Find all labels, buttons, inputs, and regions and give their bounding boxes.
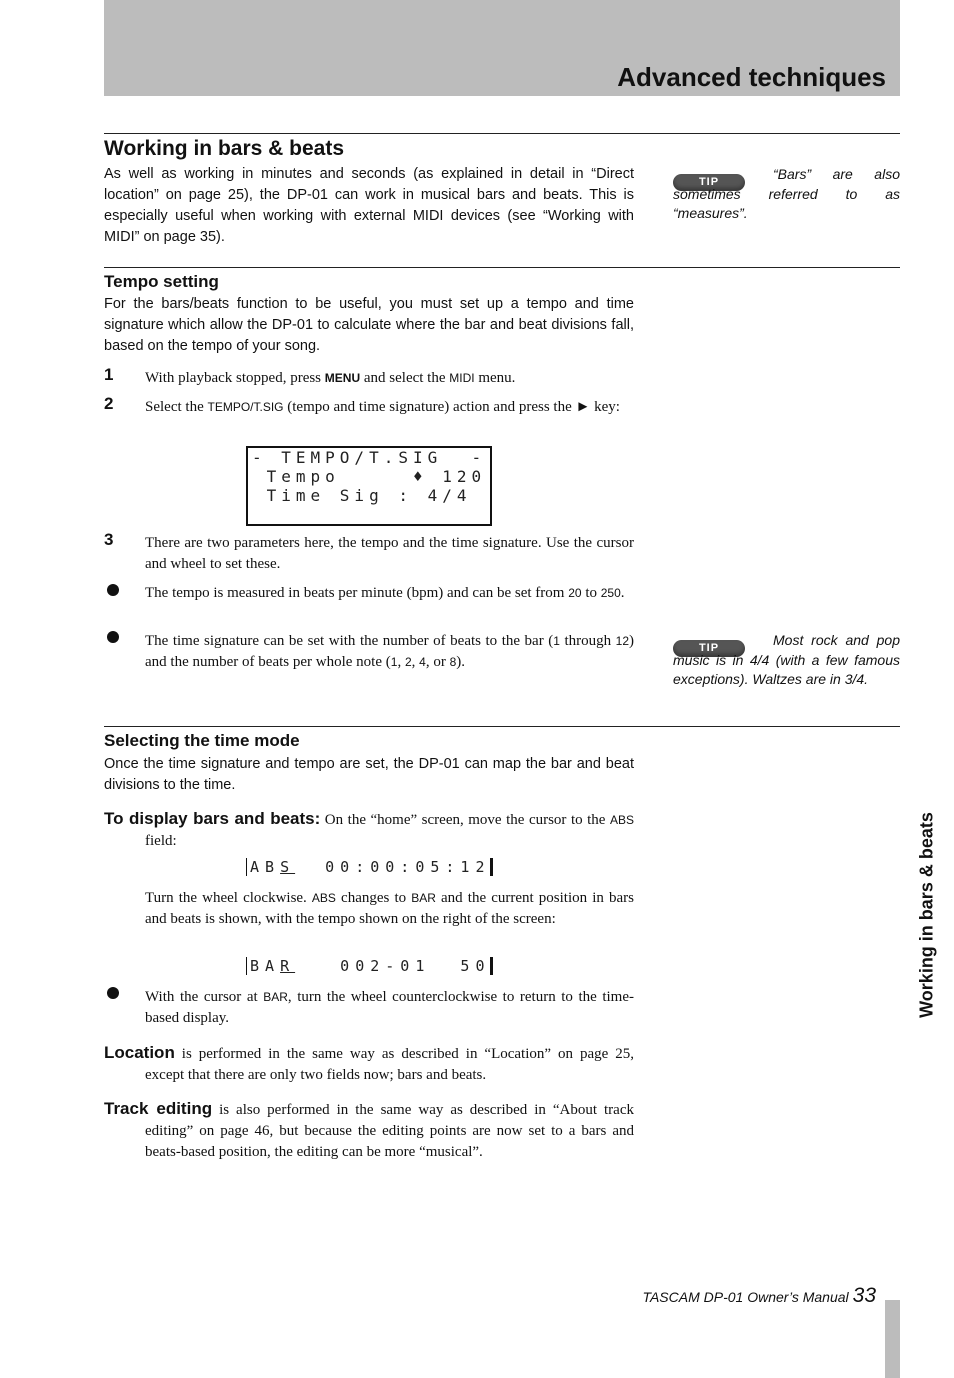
step-text: With playback stopped, press MENU and select the MIDI menu. [145,370,516,386]
midi-menu-label: MIDI [449,371,475,385]
lcd-line: Tempo ♦ 120 [252,467,487,486]
menu-key-label: MENU [324,371,361,385]
subsection-heading: Selecting the time mode [104,731,300,750]
runin-heading: To display bars and beats: [104,809,321,828]
step-text: Select the TEMPO/T.SIG (tempo and time signature) action and press the ► key: [145,399,620,415]
bullet-item: The tempo is measured in beats per minute (bpm) and can be set from 20 to 250. [145,585,625,601]
footer [642,1284,876,1308]
step-number: 3 [104,530,114,549]
side-tab: Working in bars & beats [916,812,937,1018]
footer-text: TASCAM DP-01 Owner’s Manual [642,1289,849,1305]
subsection-heading: Tempo setting [104,272,219,291]
bullet-item: With the cursor at BAR, turn the wheel counterclockwise to return to the time-based display. [145,989,635,1026]
tip-badge: TIP [673,174,745,191]
lcd-abs-display: ABS 00:00:05:12 [246,858,493,876]
lcd-cursor: S [280,858,296,876]
tempo-intro: For the bars/beats function to be useful, you must set up a tempo and time signature which allow the DP-01 to calculate where the bar and beat divisions fall, based on the tempo of your song. [104,296,634,354]
location-paragraph: Location is performed in the same way as described in “Location” on page 25, except that there are only two fields now; bars and beats. [104,1043,634,1083]
page-edge-bar [885,1300,900,1378]
step-text: There are two parameters here, the tempo and the time signature. Use the cursor and wheel to set these. [145,535,634,572]
runin-heading: Location [104,1043,175,1062]
runin-heading: Track editing [104,1099,213,1118]
bullet-item: The time signature can be set with the number of beats to the bar (1 through 12) and the number of beats per whole note (1, 2, 4, or 8). [145,633,634,670]
tip-badge: TIP [673,640,745,657]
lcd-cursor: R [280,957,296,975]
header-band [104,0,900,96]
step-number: 2 [104,394,114,413]
section-title: Working in bars & beats [104,137,344,160]
track-editing-paragraph: Track editing is also performed in the same way as described in “About track editing” on page 46, but because the editing points are now set to a bars and beats-based position, the editing can be more “musical”. [104,1099,634,1160]
lcd-tempo-screen [246,446,492,526]
step-number: 1 [104,365,114,384]
step-2 [104,394,634,418]
page-number: 33 [852,1284,876,1307]
step-1 [104,365,634,389]
section-divider [104,133,900,134]
lcd-line: - TEMPO/T.SIG - [252,448,487,467]
tip-text: “Bars” are also sometimes referred to as “measures”. [673,166,900,221]
section-intro: As well as working in minutes and seconds (as explained in detail in “Direct location” on page 25), the DP-01 can work in musical bars and beats. This is especially useful when working with external MIDI devices (see “Working with MIDI” on page 35). [104,166,634,245]
turn-wheel-paragraph: Turn the wheel clockwise. ABS changes to BAR and the current position in bars and beats is shown, with the tempo shown on the right of the screen: [145,890,634,927]
section-divider [104,726,900,727]
lcd-line: Time Sig : 4/4 [252,486,472,505]
play-arrow-icon: ► [575,399,591,415]
tip-text: Most rock and pop music is in 4/4 (with a few famous exceptions). Waltzes are in 3/4. [673,632,900,687]
tempo-action-label: TEMPO/T.SIG [207,400,284,414]
lcd-bar-display: BAR 002-01 50 [246,957,493,975]
timemode-intro: Once the time signature and tempo are set, the DP-01 can map the bar and beat divisions to the time. [104,756,634,793]
display-bars-paragraph: To display bars and beats: On the “home” screen, move the cursor to the ABS field: [104,809,635,849]
section-divider [104,267,900,268]
step-3 [104,530,634,575]
chapter-title: Advanced techniques [617,62,886,92]
